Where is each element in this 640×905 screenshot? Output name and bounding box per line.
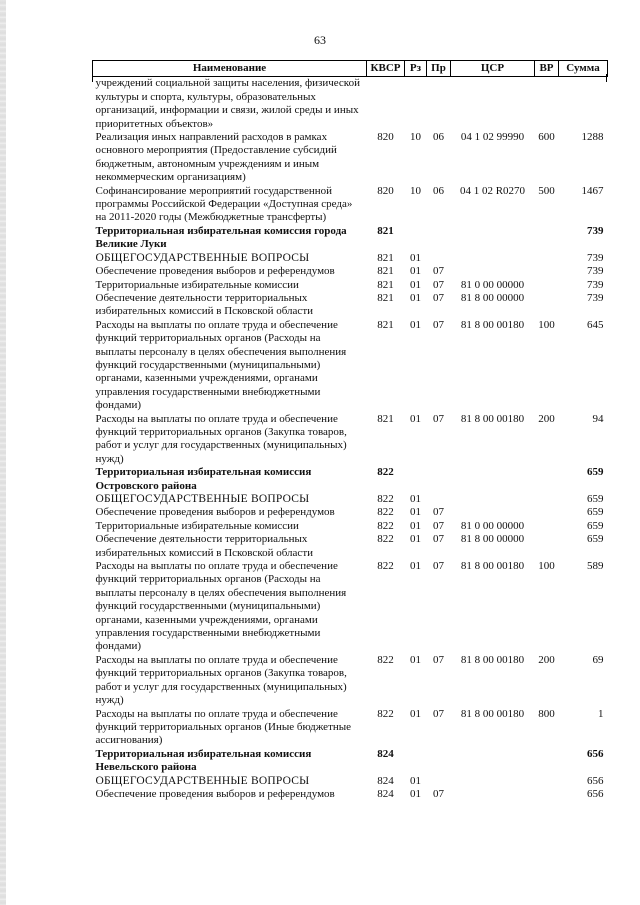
cell-name: Территориальная избирательная комиссия Невельского района: [95, 747, 312, 774]
cell-rz: 01: [410, 493, 421, 505]
cell-name: Расходы на выплаты по оплате труда и обеспечение функций территориальных органов (Иные бюджетные ассигнования): [95, 707, 352, 747]
cell-csr: [451, 466, 535, 493]
cell-kvsr: 824: [377, 787, 394, 800]
cell-pr: [427, 466, 451, 493]
cell-rz: 10: [410, 184, 421, 197]
table-row: [93, 788, 608, 801]
cell-rz: 01: [410, 412, 421, 425]
table-row: [93, 279, 608, 292]
cell-rz: [405, 748, 427, 775]
cell-name: Реализация иных направлений расходов в рамках основного мероприятия (Предоставление субсидий бюджетным, автономным учреждениям и иным некоммерческим организациям): [95, 131, 337, 184]
cell-name: ОБЩЕГОСУДАРСТВЕННЫЕ ВОПРОСЫ: [95, 774, 310, 787]
cell-pr: 07: [433, 707, 444, 720]
cell-rz: 01: [410, 265, 421, 278]
table-row: [93, 185, 608, 225]
header-kvsr: КВСР: [367, 61, 405, 77]
table-row: [93, 520, 608, 533]
cell-rz: [405, 77, 427, 131]
cell-vr: 600: [538, 131, 555, 144]
cell-kvsr: 822: [377, 560, 394, 573]
cell-pr: 07: [433, 412, 444, 425]
cell-sum: 656: [587, 774, 604, 787]
cell-csr: 81 0 00 00000: [460, 278, 525, 291]
cell-csr: 81 0 00 00000: [460, 519, 525, 532]
cell-rz: 10: [410, 131, 421, 144]
cell-vr: 200: [538, 412, 555, 425]
cell-kvsr: 822: [377, 707, 394, 720]
cell-rz: 01: [410, 519, 421, 532]
cell-csr: 81 8 00 00180: [460, 707, 525, 720]
table-row: [93, 654, 608, 708]
header-sum: Сумма: [559, 61, 608, 77]
cell-sum: 645: [587, 318, 604, 331]
cell-vr: [535, 493, 559, 506]
table-row: [93, 319, 608, 413]
cell-name: Обеспечение деятельности территориальных избирательных комиссий в Псковской области: [95, 291, 314, 318]
cell-vr: [535, 77, 559, 131]
budget-table: [92, 60, 608, 801]
cell-pr: 06: [433, 131, 444, 144]
cell-rz: 01: [410, 787, 421, 800]
table-row: [93, 265, 608, 278]
cell-sum: 659: [587, 466, 604, 479]
cell-rz: 01: [410, 506, 421, 519]
cell-vr: [535, 225, 559, 252]
cell-name: Обеспечение проведения выборов и референдумов: [95, 265, 335, 278]
cell-sum: 659: [587, 533, 604, 546]
cell-csr: [451, 493, 535, 506]
cell-pr: 07: [433, 560, 444, 573]
cell-vr: [535, 279, 559, 292]
cell-sum: 1467: [581, 184, 604, 197]
cell-name: ОБЩЕГОСУДАРСТВЕННЫЕ ВОПРОСЫ: [95, 251, 310, 264]
cell-sum: 739: [587, 251, 604, 264]
cell-name: Территориальные избирательные комиссии: [95, 519, 299, 532]
cell-pr: 07: [433, 653, 444, 666]
cell-csr: 81 8 00 00000: [460, 291, 525, 304]
table-row: [93, 560, 608, 654]
cell-vr: [535, 748, 559, 775]
table-header: [93, 61, 608, 77]
header-vr: ВР: [535, 61, 559, 77]
cell-rz: 01: [410, 278, 421, 291]
table-row: [93, 252, 608, 265]
cell-csr: 81 8 00 00000: [460, 533, 525, 546]
cell-vr: 100: [538, 560, 555, 573]
cell-sum: 69: [592, 653, 604, 666]
cell-kvsr: 822: [377, 653, 394, 666]
cell-name: Расходы на выплаты по оплате труда и обеспечение функций территориальных органов (Закупка товаров, работ и услуг для государственных (муниципальных) нужд): [95, 653, 347, 707]
cell-vr: [535, 252, 559, 265]
cell-pr: [427, 748, 451, 775]
cell-sum: 656: [587, 747, 604, 760]
cell-csr: [451, 775, 535, 788]
table-row-section: [93, 748, 608, 775]
cell-kvsr: 822: [377, 506, 394, 519]
cell-kvsr: 822: [377, 519, 394, 532]
cell-vr: [535, 466, 559, 493]
cell-vr: 800: [538, 707, 555, 720]
cell-kvsr: 822: [377, 466, 394, 479]
cell-rz: 01: [410, 707, 421, 720]
cell-vr: 500: [538, 184, 555, 197]
cell-kvsr: 822: [377, 533, 394, 546]
cell-csr: 04 1 02 99990: [460, 131, 525, 144]
cell-kvsr: 824: [377, 747, 394, 760]
cell-name: Софинансирование мероприятий государственной программы Российской Федерации «Доступная среда» на 2011-2020 годы (Межбюджетные трансферты): [95, 184, 353, 224]
cell-csr: 81 8 00 00180: [460, 653, 525, 666]
cell-pr: 07: [433, 318, 444, 331]
cell-name: Территориальная избирательная комиссия Островского района: [95, 466, 312, 492]
cell-kvsr: 821: [377, 251, 394, 264]
cell-kvsr: 821: [377, 278, 394, 291]
cell-name: Расходы на выплаты по оплате труда и обеспечение функций территориальных органов (Расходы на выплаты персоналу в целях обеспечения выполнения функций государственными (муниципальными) органами, казенными учреждениями, органами управления государственными внебюджетными фондами): [95, 560, 347, 653]
cell-name: Расходы на выплаты по оплате труда и обеспечение функций территориальных органов (Расходы на выплаты персоналу в целях обеспечения выполнения функций государственными (муниципальными) органами, казенными учреждениями, органами управления государственными внебюджетными фондами): [95, 318, 347, 412]
cell-vr: [535, 788, 559, 801]
cell-kvsr: 820: [377, 131, 394, 144]
cell-sum: 739: [587, 224, 604, 237]
table-row: [93, 413, 608, 467]
cell-csr: [451, 252, 535, 265]
table-row-section: [93, 466, 608, 493]
cell-sum: 94: [592, 412, 604, 425]
cell-rz: 01: [410, 251, 421, 264]
table-row: [93, 493, 608, 506]
cell-name: Обеспечение проведения выборов и референдумов: [95, 506, 335, 519]
table-row: [93, 708, 608, 748]
cell-kvsr: 822: [377, 493, 394, 505]
cell-vr: [535, 520, 559, 533]
cell-vr: [535, 292, 559, 319]
cell-csr: 81 8 00 00180: [460, 318, 525, 331]
table-row: [93, 506, 608, 519]
cell-kvsr: 821: [377, 224, 394, 237]
table-left-border: [92, 74, 93, 82]
table-row: [93, 77, 608, 131]
cell-name: Территориальная избирательная комиссия города Великие Луки: [95, 224, 347, 251]
cell-kvsr: [367, 77, 405, 131]
header-rz: Рз: [405, 61, 427, 77]
cell-kvsr: 820: [377, 184, 394, 197]
cell-pr: [427, 775, 451, 788]
scan-edge: [0, 0, 6, 905]
cell-sum: 739: [587, 265, 604, 278]
cell-name: учреждений социальной защиты населения, физической культуры и спорта, культуры, образовательных организаций, информации и связи, жилой среды и иных приоритетных объектов»: [93, 77, 367, 131]
cell-csr: 04 1 02 R0270: [459, 184, 526, 197]
cell-pr: 07: [433, 291, 444, 304]
cell-kvsr: 821: [377, 265, 394, 278]
table-body: [93, 77, 608, 801]
cell-csr: [451, 748, 535, 775]
cell-vr: [535, 775, 559, 788]
table-right-border: [606, 74, 607, 82]
cell-rz: 01: [410, 291, 421, 304]
cell-rz: 01: [410, 653, 421, 666]
cell-vr: [535, 506, 559, 519]
cell-rz: 01: [410, 560, 421, 573]
table-row: [93, 533, 608, 560]
cell-vr: [535, 265, 559, 278]
cell-sum: 739: [587, 278, 604, 291]
cell-pr: 07: [433, 506, 444, 519]
cell-rz: [405, 225, 427, 252]
cell-pr: 07: [433, 533, 444, 546]
cell-pr: 06: [433, 184, 444, 197]
table-row-section: [93, 225, 608, 252]
cell-csr: [451, 506, 535, 519]
cell-pr: [427, 493, 451, 506]
page-number: 63: [314, 33, 326, 47]
cell-pr: 07: [433, 265, 444, 278]
table-row: [93, 131, 608, 185]
cell-sum: 589: [587, 560, 604, 573]
cell-vr: 200: [538, 653, 555, 666]
cell-kvsr: 821: [377, 291, 394, 304]
cell-name: Обеспечение проведения выборов и референдумов: [95, 787, 335, 800]
cell-kvsr: 821: [377, 412, 394, 425]
header-csr: ЦСР: [451, 61, 535, 77]
cell-kvsr: 821: [377, 318, 394, 331]
header-pr: Пр: [427, 61, 451, 77]
cell-vr: [535, 533, 559, 560]
cell-pr: [427, 252, 451, 265]
cell-pr: 07: [433, 519, 444, 532]
cell-pr: 07: [433, 278, 444, 291]
cell-rz: [405, 466, 427, 493]
cell-sum: 659: [587, 493, 604, 505]
table-row: [93, 292, 608, 319]
cell-name: Территориальные избирательные комиссии: [95, 278, 299, 291]
header-name: Наименование: [93, 61, 367, 77]
cell-sum: 659: [587, 519, 604, 532]
cell-csr: [451, 77, 535, 131]
cell-sum: 656: [587, 787, 604, 800]
cell-pr: [427, 77, 451, 131]
cell-sum: 659: [587, 506, 604, 519]
cell-name: Расходы на выплаты по оплате труда и обеспечение функций территориальных органов (Закупка товаров, работ и услуг для государственных (муниципальных) нужд): [95, 412, 347, 465]
cell-sum: 1: [598, 707, 604, 720]
cell-pr: 07: [433, 787, 444, 800]
cell-csr: 81 8 00 00180: [460, 560, 525, 573]
cell-vr: 100: [538, 318, 555, 331]
cell-kvsr: 824: [377, 774, 394, 787]
cell-csr: [451, 225, 535, 252]
cell-pr: [427, 225, 451, 252]
cell-sum: 1288: [581, 131, 604, 144]
cell-rz: 01: [410, 533, 421, 546]
table-row: [93, 775, 608, 788]
cell-sum: [559, 77, 608, 131]
cell-csr: 81 8 00 00180: [460, 412, 525, 425]
cell-sum: 739: [587, 291, 604, 304]
cell-rz: 01: [410, 774, 421, 787]
cell-rz: 01: [410, 318, 421, 331]
cell-name: Обеспечение деятельности территориальных избирательных комиссий в Псковской области: [95, 533, 314, 559]
cell-csr: [451, 788, 535, 801]
cell-csr: [451, 265, 535, 278]
cell-name: ОБЩЕГОСУДАРСТВЕННЫЕ ВОПРОСЫ: [95, 493, 310, 505]
